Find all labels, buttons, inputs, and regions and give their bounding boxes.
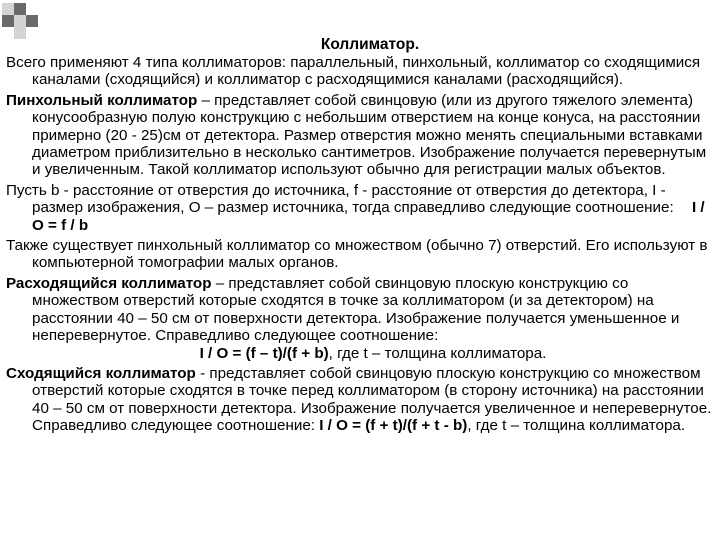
term-diverging: Расходящийся коллиматор <box>6 274 212 292</box>
diverging-description: – представляет собой свинцовую плоскую конструкцию со множеством отверстий которые сходятся в точке за коллиматором (и за детектором) на расстоянии 40 – 50 см от поверхности детектора. Изображение получается уменьшенное и неперевернутое. Справедливо следующее соотношение: <box>32 274 680 345</box>
formula-pinhole: I / O = f / b <box>32 199 705 234</box>
paragraph-multi-pinhole: Также существует пинхольный коллиматор со множеством (обычно 7) отверстий. Его используют в компьютерной томографии малых органов. <box>6 237 708 272</box>
pinhole-description: – представляет собой свинцовую (или из другого тяжелого элемента) конусообразную полую конструкцию с небольшим отверстием на конце конуса, на расстоянии примерно (20 - 25)см от детектора. Размер отверстия можно менять специальными вставками диаметром приблизительно в несколько сантиметров. Изображение получается перевернутым и увеличенным. Такой коллиматор используют обычно для регистрации малых объектов. <box>32 91 707 179</box>
page-title: Коллиматор. <box>320 36 420 53</box>
formula-diverging: I / O = (f – t)/(f + b) <box>199 344 329 362</box>
term-pinhole: Пинхольный коллиматор <box>6 91 198 109</box>
definitions-text: Пусть b - расстояние от отверстия до источника, f - расстояние от отверстия до детектора, I - размер изображения, O – размер источника, тогда справедливо следующие соотношение: <box>6 181 678 217</box>
document-body <box>6 36 714 438</box>
converging-description: - представляет собой свинцовую плоскую конструкцию со множеством отверстий которые сходятся в точке перед коллиматором (в сторону источника) на расстоянии 40 – 50 см от поверхности детектора. Изображение получается увеличенное и неперевернутое. Справедливо следующее соотношение: <box>32 364 712 435</box>
formula-converging-note: , где t – толщина коллиматора. <box>467 417 686 435</box>
paragraph-pinhole <box>6 92 714 179</box>
formula-diverging-line <box>32 345 714 362</box>
formula-converging: I / O = (f + t)/(f + t - b) <box>319 417 468 435</box>
paragraph-converging <box>6 365 714 435</box>
formula-diverging-note: , где t – толщина коллиматора. <box>328 344 547 362</box>
deco-square-light <box>2 3 14 15</box>
paragraph-diverging <box>6 275 714 362</box>
deco-square-dark <box>26 15 38 27</box>
paragraph-intro: Всего применяют 4 типа коллиматоров: параллельный, пинхольный, коллиматор со сходящимися каналами (сходящийся) и коллиматор с расходящимися каналами (расходящийся). <box>6 54 701 89</box>
deco-square-dark <box>2 15 14 27</box>
term-converging: Сходящийся коллиматор <box>6 364 196 382</box>
paragraph-definitions <box>6 182 714 234</box>
deco-square-dark <box>14 3 26 15</box>
deco-square-light <box>14 15 26 27</box>
